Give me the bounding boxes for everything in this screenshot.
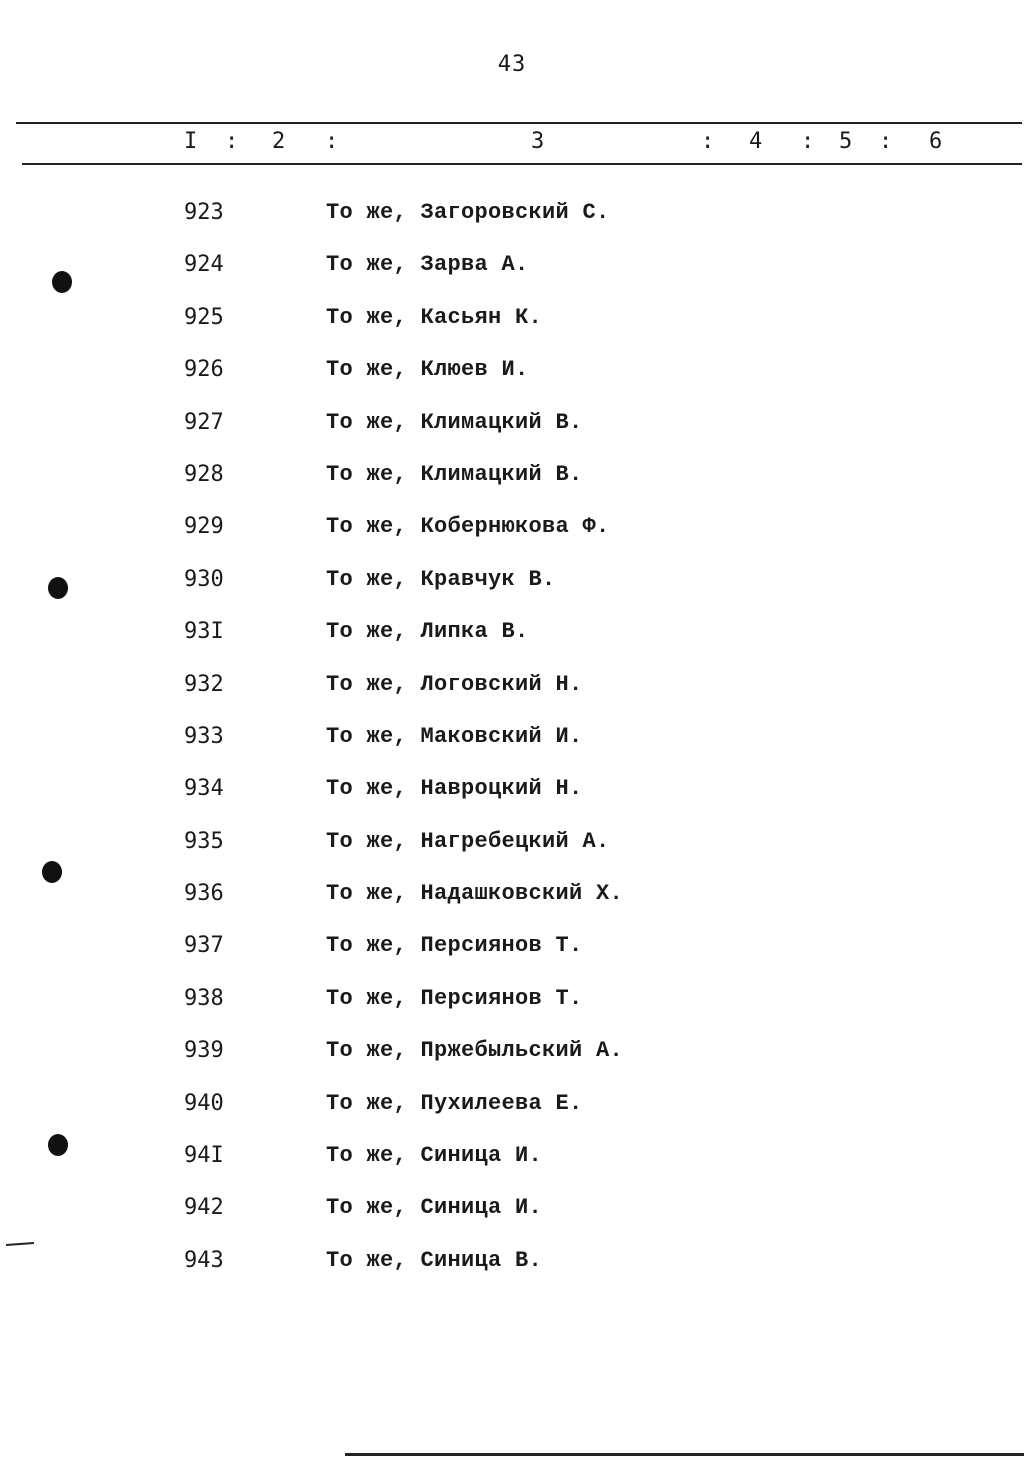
list-item [0,1087,1024,1139]
record-text: То же, Персиянов Т. [326,933,583,959]
record-text: То же, Климацкий В. [326,409,583,435]
record-text: То же, Навроцкий Н. [326,776,583,802]
record-text: То же, Пржебыльский А. [326,1038,624,1064]
record-number: 932 [184,671,224,697]
list-item [0,1139,1024,1191]
record-number: 938 [184,985,224,1011]
record-text: То же, Нагребецкий А. [326,828,610,854]
record-number: 943 [184,1247,224,1273]
column-separator: : [225,129,239,154]
header-bottom-rule [22,163,1022,165]
record-text: То же, Климацкий В. [326,461,583,487]
record-text: То же, Синица И. [326,1143,543,1169]
list-item [0,668,1024,720]
punch-hole-mark [42,861,62,883]
list-item [0,406,1024,458]
record-number: 923 [184,200,224,225]
record-text: То же, Клюев И. [326,357,529,383]
record-text: То же, Загоровский С. [326,200,610,225]
list-item [0,1034,1024,1086]
punch-hole-mark [48,1134,68,1156]
record-text: То же, Пухилеева Е. [326,1090,583,1116]
column-header-6: 6 [929,129,943,154]
record-text: То же, Синица И. [326,1195,543,1221]
list-item [0,563,1024,615]
record-text: То же, Маковский И. [326,723,583,749]
list-item [0,1244,1024,1296]
record-text: То же, Надашковский Х. [326,881,624,907]
column-header-5: 5 [839,129,853,154]
column-header-2: 2 [272,129,286,154]
column-header-4: 4 [749,129,763,154]
punch-hole-mark [48,577,68,599]
list-item [0,720,1024,772]
record-number: 933 [184,723,224,749]
list-item [0,248,1024,300]
list-item [0,458,1024,510]
column-header-1: I [184,129,198,154]
record-text: То же, Синица В. [326,1247,543,1273]
list-item [0,982,1024,1034]
record-number: 928 [184,461,224,487]
record-text: То же, Логовский Н. [326,671,583,697]
bottom-rule [345,1453,1024,1456]
record-text: То же, Зарва А. [326,252,529,278]
record-number: 929 [184,514,224,540]
list-item [0,301,1024,353]
list-item [0,825,1024,877]
record-number: 930 [184,566,224,592]
column-separator: : [801,129,815,154]
list-item [0,772,1024,824]
record-number: 926 [184,357,224,383]
record-number: 934 [184,776,224,802]
record-text: То же, Кобернюкова Ф. [326,514,610,540]
record-text: То же, Кравчук В. [326,566,556,592]
record-number: 935 [184,828,224,854]
record-number: 937 [184,933,224,959]
list-item [0,615,1024,667]
list-item [0,196,1024,248]
column-header-3: 3 [531,129,545,154]
record-text: То же, Персиянов Т. [326,985,583,1011]
list-item [0,929,1024,981]
record-text: То же, Липка В. [326,619,529,645]
record-number: 936 [184,881,224,907]
list-item [0,877,1024,929]
record-number: 94I [184,1143,224,1169]
record-number: 924 [184,252,224,278]
punch-hole-mark [52,271,72,293]
page-number: 43 [497,52,527,77]
record-number: 925 [184,304,224,330]
record-number: 942 [184,1195,224,1221]
record-text: То же, Касьян К. [326,304,543,330]
list-item [0,1191,1024,1243]
records-list [0,196,1024,1296]
record-number: 939 [184,1038,224,1064]
column-separator: : [879,129,893,154]
record-number: 927 [184,409,224,435]
list-item [0,353,1024,405]
record-number: 93I [184,619,224,645]
list-item [0,510,1024,562]
column-separator: : [701,129,715,154]
record-number: 940 [184,1090,224,1116]
top-rule [16,122,1022,124]
column-separator: : [325,129,339,154]
